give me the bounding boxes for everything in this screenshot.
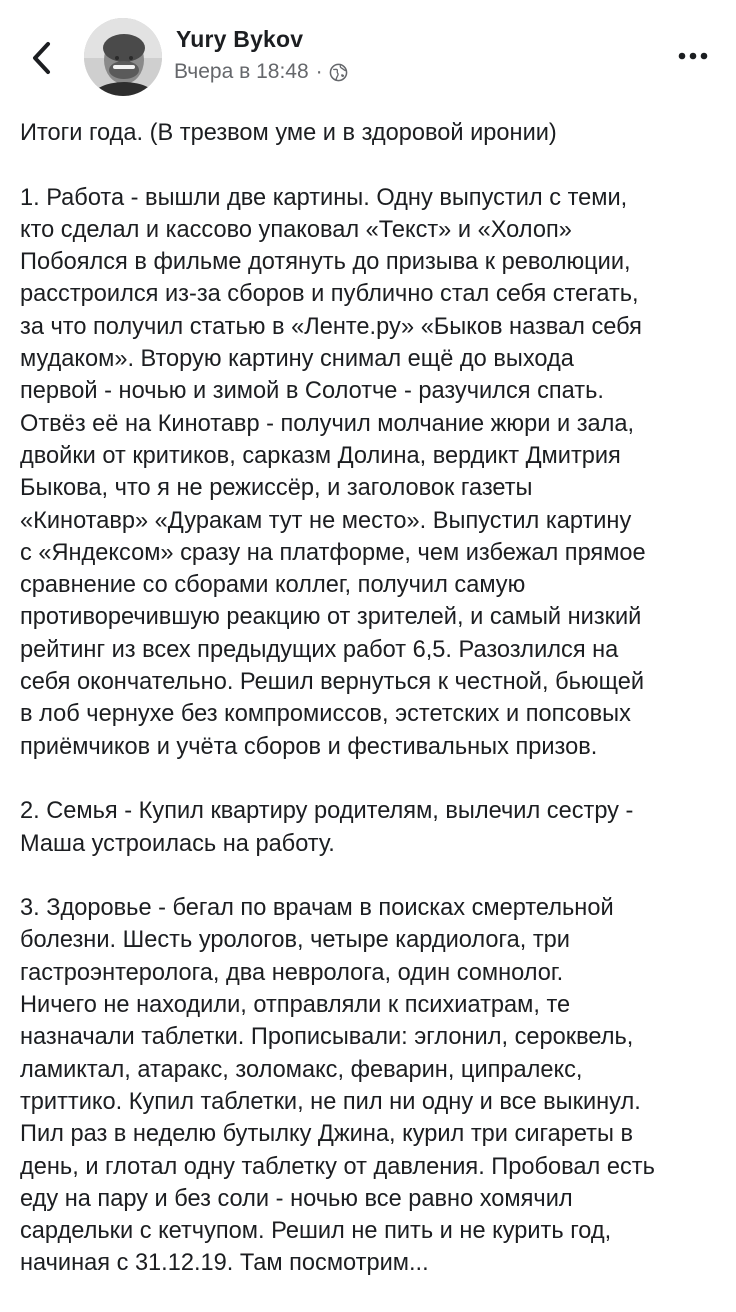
post-text-line: болезни. Шесть урологов, четыре кардиолога, три <box>20 927 570 954</box>
post-text-line: гастроэнтеролога, два невролога, один сомнолог. <box>20 959 564 986</box>
post-paragraph <box>20 182 720 763</box>
post-text-line: Маша устроилась на работу. <box>20 830 335 857</box>
post-text-line: 1. Работа - вышли две картины. Одну выпустил с теми, <box>20 184 628 211</box>
post-text-line: мудаком». Вторую картину снимал ещё до выхода <box>20 346 574 373</box>
post-text-line: 3. Здоровье - бегал по врачам в поисках смертельной <box>20 895 614 922</box>
post-text-line: «Кинотавр» «Дуракам тут не место». Выпустил картину <box>20 507 632 534</box>
post-text-line: Быкова, что я не режиссёр, и заголовок газеты <box>20 475 533 502</box>
post-text-line: день, и глотал одну таблетку от давления. Пробовал есть <box>20 1153 655 1180</box>
post-text-line: ламиктал, атаракс, золомакс, феварин, ципралекс, <box>20 1056 583 1083</box>
post-text-line: назначали таблетки. Прописывали: эглонил, сероквель, <box>20 1024 634 1051</box>
more-horizontal-icon <box>676 44 710 68</box>
post-text-line: с «Яндексом» сразу на платформе, чем избежал прямое <box>20 539 646 566</box>
back-button[interactable] <box>26 38 60 78</box>
post-meta <box>174 60 348 84</box>
post-text-line: противоречившую реакцию от зрителей, и самый низкий <box>20 604 642 631</box>
post-timestamp[interactable]: Вчера в 18:48 <box>174 60 309 83</box>
post-paragraph <box>20 117 720 149</box>
avatar[interactable] <box>84 18 162 96</box>
post-text-line: Пил раз в неделю бутылку Джина, курил три сигареты в <box>20 1121 634 1148</box>
post-text-line: двойки от критиков, сарказм Долина, вердикт Дмитрия <box>20 442 621 469</box>
globe-icon <box>329 63 348 82</box>
author-name[interactable]: Yury Bykov <box>176 26 304 52</box>
post-text-line: сравнение со сборами коллег, получил самую <box>20 572 526 599</box>
post-text <box>20 117 720 1312</box>
post-text-line: Итоги года. (В трезвом уме и в здоровой иронии) <box>20 120 557 146</box>
post-text-line: кто сделал и кассово упаковал «Текст» и «Холоп» <box>20 216 572 243</box>
post-header <box>0 0 736 110</box>
post-paragraph <box>20 892 720 1280</box>
post-text-line: рейтинг из всех предыдущих работ 6,5. Разозлился на <box>20 636 619 663</box>
post-paragraph <box>20 795 720 860</box>
post-text-line: Ничего не находили, отправляли к психиатрам, те <box>20 992 571 1019</box>
post-text-line: 2. Семья - Купил квартиру родителям, вылечил сестру - <box>20 798 634 825</box>
avatar-photo <box>84 18 162 96</box>
post-text-line: себя окончательно. Решил вернуться к честной, бьющей <box>20 669 645 696</box>
chevron-left-icon <box>26 38 60 78</box>
post-text-line: еду на пару и без соли - ночью все равно хомячил <box>20 1185 573 1212</box>
post-text-line: начиная с 31.12.19. Там посмотрим... <box>20 1250 429 1277</box>
more-options-button[interactable] <box>676 44 710 68</box>
post-text-line: приёмчиков и учёта сборов и фестивальных призов. <box>20 733 598 760</box>
post-text-line: Побоялся в фильме дотянуть до призыва к революции, <box>20 249 631 276</box>
post-text-line: за что получил статью в «Ленте.ру» «Быков назвал себя <box>20 313 642 340</box>
meta-separator: · <box>315 60 323 83</box>
post-text-line: Отвёз её на Кинотавр - получил молчание жюри и зала, <box>20 410 635 437</box>
post-text-line: первой - ночью и зимой в Солотче - разучился спать. <box>20 378 604 405</box>
post-text-line: расстроился из-за сборов и публично стал себя стегать, <box>20 281 639 308</box>
post-text-line: в лоб чернухе без компромиссов, эстетских и попсовых <box>20 701 631 728</box>
post-text-line: сардельки с кетчупом. Решил не пить и не курить год, <box>20 1218 612 1245</box>
post-text-line: триттико. Купил таблетки, не пил ни одну и все выкинул. <box>20 1088 641 1115</box>
